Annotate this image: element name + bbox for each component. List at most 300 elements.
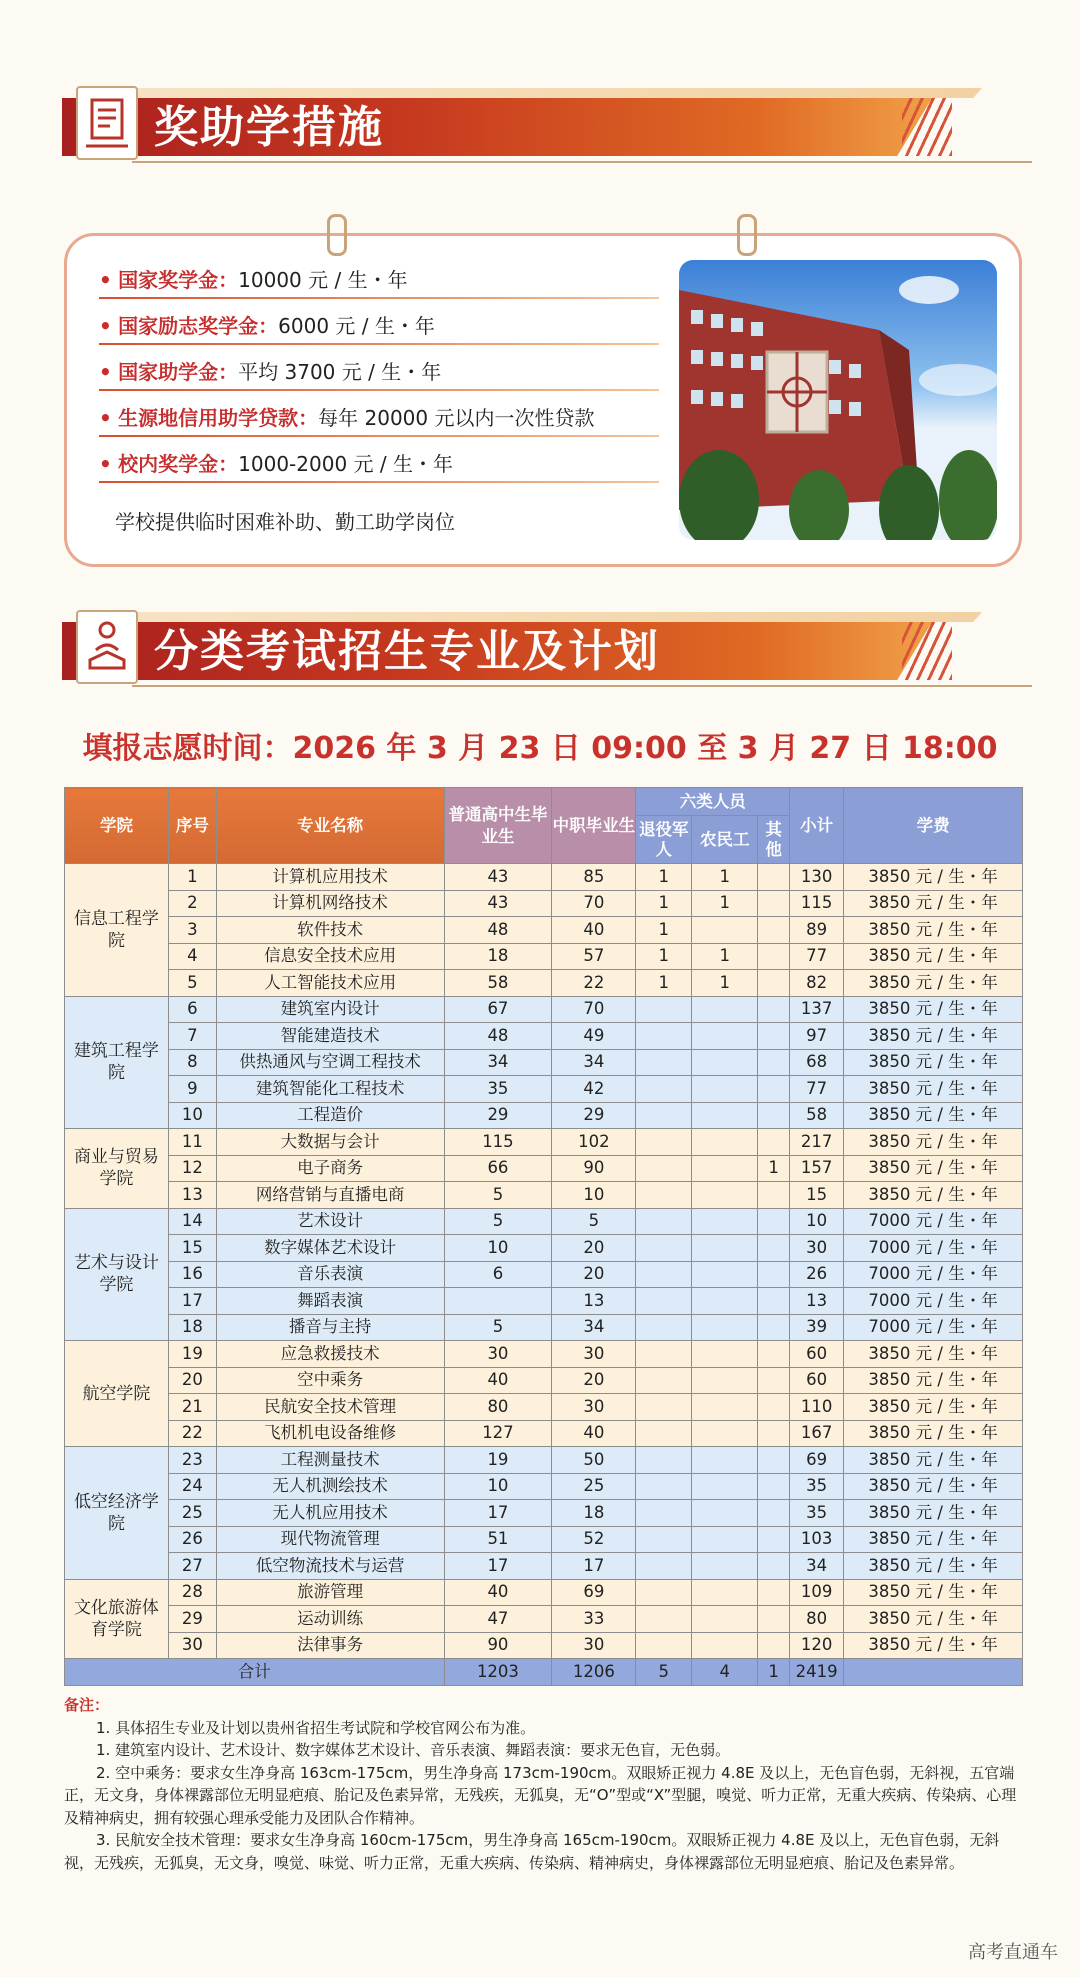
table-row bbox=[65, 1314, 1023, 1341]
fee-cell: 3850 元 / 生・年 bbox=[844, 1076, 1023, 1103]
highschool-cell: 40 bbox=[444, 1579, 552, 1606]
subtotal-cell: 130 bbox=[790, 864, 844, 891]
table-row bbox=[65, 1023, 1023, 1050]
other-cell bbox=[758, 1102, 790, 1129]
fee-cell: 3850 元 / 生・年 bbox=[844, 890, 1023, 917]
vocational-cell: 13 bbox=[552, 1288, 636, 1315]
highschool-cell: 17 bbox=[444, 1500, 552, 1527]
migrant-cell bbox=[692, 1102, 758, 1129]
major-cell: 法律事务 bbox=[216, 1632, 444, 1659]
fee-cell: 3850 元 / 生・年 bbox=[844, 1182, 1023, 1209]
migrant-cell: 1 bbox=[692, 943, 758, 970]
no-cell: 30 bbox=[168, 1632, 216, 1659]
no-cell: 27 bbox=[168, 1553, 216, 1580]
table-row bbox=[65, 1182, 1023, 1209]
total-label: 合计 bbox=[65, 1659, 445, 1686]
highschool-cell: 58 bbox=[444, 970, 552, 997]
fee-cell: 7000 元 / 生・年 bbox=[844, 1314, 1023, 1341]
vocational-cell: 20 bbox=[552, 1261, 636, 1288]
highschool-cell: 18 bbox=[444, 943, 552, 970]
other-cell bbox=[758, 1500, 790, 1527]
subtotal-cell: 35 bbox=[790, 1500, 844, 1527]
table-row bbox=[65, 1341, 1023, 1368]
major-cell: 舞蹈表演 bbox=[216, 1288, 444, 1315]
subtotal-cell: 34 bbox=[790, 1553, 844, 1580]
highschool-cell: 115 bbox=[444, 1129, 552, 1156]
no-cell: 11 bbox=[168, 1129, 216, 1156]
fee-cell: 3850 元 / 生・年 bbox=[844, 1394, 1023, 1421]
subtotal-cell: 157 bbox=[790, 1155, 844, 1182]
major-cell: 供热通风与空调工程技术 bbox=[216, 1049, 444, 1076]
migrant-cell bbox=[692, 1023, 758, 1050]
college-cell: 建筑工程学院 bbox=[65, 996, 169, 1129]
table-row bbox=[65, 1129, 1023, 1156]
veteran-cell bbox=[636, 1023, 692, 1050]
highschool-cell: 51 bbox=[444, 1526, 552, 1553]
fee-cell: 7000 元 / 生・年 bbox=[844, 1288, 1023, 1315]
vocational-cell: 40 bbox=[552, 1420, 636, 1447]
major-cell: 音乐表演 bbox=[216, 1261, 444, 1288]
migrant-cell bbox=[692, 1076, 758, 1103]
vocational-cell: 69 bbox=[552, 1579, 636, 1606]
highschool-cell: 6 bbox=[444, 1261, 552, 1288]
highschool-cell: 5 bbox=[444, 1182, 552, 1209]
migrant-cell bbox=[692, 1394, 758, 1421]
veteran-cell bbox=[636, 1208, 692, 1235]
fee-cell: 3850 元 / 生・年 bbox=[844, 1632, 1023, 1659]
major-cell: 应急救援技术 bbox=[216, 1341, 444, 1368]
migrant-cell bbox=[692, 1182, 758, 1209]
other-cell bbox=[758, 1208, 790, 1235]
migrant-cell bbox=[692, 1235, 758, 1262]
vocational-cell: 40 bbox=[552, 917, 636, 944]
subtotal-cell: 39 bbox=[790, 1314, 844, 1341]
major-cell: 低空物流技术与运营 bbox=[216, 1553, 444, 1580]
subtotal-cell: 80 bbox=[790, 1606, 844, 1633]
fee-cell: 3850 元 / 生・年 bbox=[844, 864, 1023, 891]
vocational-cell: 49 bbox=[552, 1023, 636, 1050]
table-row bbox=[65, 970, 1023, 997]
student-reading-icon bbox=[76, 610, 138, 684]
other-cell bbox=[758, 1632, 790, 1659]
fee-cell: 7000 元 / 生・年 bbox=[844, 1235, 1023, 1262]
migrant-cell bbox=[692, 1473, 758, 1500]
veteran-cell bbox=[636, 1261, 692, 1288]
subtotal-cell: 26 bbox=[790, 1261, 844, 1288]
other-cell bbox=[758, 1473, 790, 1500]
subtotal-cell: 115 bbox=[790, 890, 844, 917]
subtotal-cell: 89 bbox=[790, 917, 844, 944]
veteran-cell bbox=[636, 1341, 692, 1368]
major-cell: 信息安全技术应用 bbox=[216, 943, 444, 970]
other-cell bbox=[758, 1049, 790, 1076]
veteran-cell bbox=[636, 1129, 692, 1156]
veteran-cell bbox=[636, 1473, 692, 1500]
fee-cell: 3850 元 / 生・年 bbox=[844, 943, 1023, 970]
header-highschool: 普通高中生毕业生 bbox=[444, 788, 552, 864]
table-row bbox=[65, 1235, 1023, 1262]
no-cell: 1 bbox=[168, 864, 216, 891]
no-cell: 4 bbox=[168, 943, 216, 970]
vocational-cell: 20 bbox=[552, 1235, 636, 1262]
award-item: • 生源地信用助学贷款：每年 20000 元以内一次性贷款 bbox=[99, 402, 595, 431]
highschool-cell: 17 bbox=[444, 1553, 552, 1580]
veteran-cell bbox=[636, 1553, 692, 1580]
no-cell: 2 bbox=[168, 890, 216, 917]
migrant-cell bbox=[692, 1208, 758, 1235]
no-cell: 14 bbox=[168, 1208, 216, 1235]
table-row bbox=[65, 1632, 1023, 1659]
header-no: 序号 bbox=[168, 788, 216, 864]
college-cell: 商业与贸易学院 bbox=[65, 1129, 169, 1209]
header-fee: 学费 bbox=[844, 788, 1023, 864]
no-cell: 5 bbox=[168, 970, 216, 997]
other-cell bbox=[758, 996, 790, 1023]
certificate-icon bbox=[76, 86, 138, 160]
subtotal-cell: 58 bbox=[790, 1102, 844, 1129]
highschool-cell bbox=[444, 1288, 552, 1315]
header-migrant: 农民工 bbox=[692, 816, 758, 864]
vocational-cell: 90 bbox=[552, 1155, 636, 1182]
other-cell bbox=[758, 1314, 790, 1341]
no-cell: 10 bbox=[168, 1102, 216, 1129]
campus-building-photo bbox=[679, 260, 997, 540]
table-row bbox=[65, 1500, 1023, 1527]
highschool-cell: 67 bbox=[444, 996, 552, 1023]
veteran-cell bbox=[636, 1314, 692, 1341]
table-row bbox=[65, 1526, 1023, 1553]
table-row bbox=[65, 890, 1023, 917]
migrant-cell bbox=[692, 1049, 758, 1076]
header-major: 专业名称 bbox=[216, 788, 444, 864]
college-cell: 艺术与设计学院 bbox=[65, 1208, 169, 1341]
section-title: 奖助学措施 bbox=[154, 102, 384, 153]
table-row bbox=[65, 1606, 1023, 1633]
table-row bbox=[65, 1208, 1023, 1235]
migrant-cell bbox=[692, 1526, 758, 1553]
table-row bbox=[65, 1553, 1023, 1580]
veteran-cell bbox=[636, 1049, 692, 1076]
migrant-cell: 1 bbox=[692, 890, 758, 917]
highschool-cell: 43 bbox=[444, 890, 552, 917]
vocational-cell: 30 bbox=[552, 1341, 636, 1368]
major-cell: 现代物流管理 bbox=[216, 1526, 444, 1553]
major-cell: 工程造价 bbox=[216, 1102, 444, 1129]
table-row bbox=[65, 943, 1023, 970]
veteran-cell: 1 bbox=[636, 943, 692, 970]
other-cell bbox=[758, 1076, 790, 1103]
table-row bbox=[65, 1261, 1023, 1288]
banner-stripes bbox=[902, 98, 952, 156]
subtotal-cell: 97 bbox=[790, 1023, 844, 1050]
migrant-cell bbox=[692, 1420, 758, 1447]
veteran-cell bbox=[636, 1235, 692, 1262]
migrant-cell bbox=[692, 1129, 758, 1156]
highschool-cell: 47 bbox=[444, 1606, 552, 1633]
no-cell: 3 bbox=[168, 917, 216, 944]
fee-cell: 3850 元 / 生・年 bbox=[844, 1367, 1023, 1394]
other-cell bbox=[758, 917, 790, 944]
vocational-cell: 25 bbox=[552, 1473, 636, 1500]
fee-cell: 7000 元 / 生・年 bbox=[844, 1261, 1023, 1288]
notes bbox=[64, 1694, 1024, 1874]
note-line: 1. 建筑室内设计、艺术设计、数字媒体艺术设计、音乐表演、舞蹈表演：要求无色盲，无色弱。 bbox=[96, 1741, 731, 1759]
migrant-cell bbox=[692, 1288, 758, 1315]
migrant-cell: 1 bbox=[692, 970, 758, 997]
no-cell: 18 bbox=[168, 1314, 216, 1341]
subtotal-cell: 69 bbox=[790, 1447, 844, 1474]
table-row bbox=[65, 1367, 1023, 1394]
subtotal-cell: 60 bbox=[790, 1367, 844, 1394]
subtotal-cell: 77 bbox=[790, 1076, 844, 1103]
fee-cell: 3850 元 / 生・年 bbox=[844, 1102, 1023, 1129]
veteran-cell bbox=[636, 1288, 692, 1315]
major-cell: 人工智能技术应用 bbox=[216, 970, 444, 997]
table-row bbox=[65, 1102, 1023, 1129]
subtotal-cell: 103 bbox=[790, 1526, 844, 1553]
other-cell bbox=[758, 1288, 790, 1315]
watermark: 高考直通车 bbox=[968, 1942, 1058, 1963]
veteran-cell bbox=[636, 1526, 692, 1553]
major-cell: 建筑室内设计 bbox=[216, 996, 444, 1023]
college-cell: 文化旅游体育学院 bbox=[65, 1579, 169, 1659]
no-cell: 21 bbox=[168, 1394, 216, 1421]
fee-cell: 3850 元 / 生・年 bbox=[844, 1606, 1023, 1633]
other-cell bbox=[758, 1447, 790, 1474]
total-vocational: 1206 bbox=[552, 1659, 636, 1686]
total-other: 1 bbox=[758, 1659, 790, 1686]
table-row bbox=[65, 864, 1023, 891]
vocational-cell: 70 bbox=[552, 890, 636, 917]
fee-cell: 3850 元 / 生・年 bbox=[844, 1579, 1023, 1606]
header-college: 学院 bbox=[65, 788, 169, 864]
vocational-cell: 18 bbox=[552, 1500, 636, 1527]
table-row bbox=[65, 1447, 1023, 1474]
no-cell: 26 bbox=[168, 1526, 216, 1553]
other-cell bbox=[758, 1182, 790, 1209]
no-cell: 8 bbox=[168, 1049, 216, 1076]
section-banner-awards bbox=[62, 88, 962, 166]
no-cell: 13 bbox=[168, 1182, 216, 1209]
migrant-cell bbox=[692, 1261, 758, 1288]
highschool-cell: 66 bbox=[444, 1155, 552, 1182]
veteran-cell bbox=[636, 1420, 692, 1447]
no-cell: 9 bbox=[168, 1076, 216, 1103]
awards-note: 学校提供临时困难补助、勤工助学岗位 bbox=[115, 510, 455, 534]
migrant-cell bbox=[692, 1553, 758, 1580]
veteran-cell bbox=[636, 1579, 692, 1606]
subtotal-cell: 10 bbox=[790, 1208, 844, 1235]
subtotal-cell: 30 bbox=[790, 1235, 844, 1262]
vocational-cell: 22 bbox=[552, 970, 636, 997]
veteran-cell bbox=[636, 996, 692, 1023]
no-cell: 12 bbox=[168, 1155, 216, 1182]
header-vocational: 中职毕业生 bbox=[552, 788, 636, 864]
fee-cell: 7000 元 / 生・年 bbox=[844, 1208, 1023, 1235]
veteran-cell bbox=[636, 1447, 692, 1474]
section-banner-plan bbox=[62, 612, 962, 690]
no-cell: 19 bbox=[168, 1341, 216, 1368]
major-cell: 软件技术 bbox=[216, 917, 444, 944]
migrant-cell bbox=[692, 1606, 758, 1633]
table-row bbox=[65, 1473, 1023, 1500]
subtotal-cell: 82 bbox=[790, 970, 844, 997]
other-cell bbox=[758, 1394, 790, 1421]
table-row bbox=[65, 1049, 1023, 1076]
major-cell: 数字媒体艺术设计 bbox=[216, 1235, 444, 1262]
major-cell: 无人机测绘技术 bbox=[216, 1473, 444, 1500]
vocational-cell: 33 bbox=[552, 1606, 636, 1633]
major-cell: 飞机机电设备维修 bbox=[216, 1420, 444, 1447]
no-cell: 28 bbox=[168, 1579, 216, 1606]
major-cell: 民航安全技术管理 bbox=[216, 1394, 444, 1421]
highschool-cell: 127 bbox=[444, 1420, 552, 1447]
no-cell: 7 bbox=[168, 1023, 216, 1050]
fee-cell: 3850 元 / 生・年 bbox=[844, 1553, 1023, 1580]
table-row bbox=[65, 1288, 1023, 1315]
other-cell bbox=[758, 1235, 790, 1262]
fee-cell: 3850 元 / 生・年 bbox=[844, 917, 1023, 944]
fee-cell: 3850 元 / 生・年 bbox=[844, 996, 1023, 1023]
vocational-cell: 34 bbox=[552, 1049, 636, 1076]
other-cell: 1 bbox=[758, 1155, 790, 1182]
major-cell: 播音与主持 bbox=[216, 1314, 444, 1341]
highschool-cell: 40 bbox=[444, 1367, 552, 1394]
awards-card bbox=[64, 233, 1022, 567]
notes-heading: 备注： bbox=[64, 1696, 110, 1714]
college-cell: 信息工程学院 bbox=[65, 864, 169, 997]
fee-cell: 3850 元 / 生・年 bbox=[844, 1023, 1023, 1050]
banner-underline bbox=[132, 161, 1032, 163]
award-item: • 国家奖学金：10000 元 / 生・年 bbox=[99, 264, 408, 293]
veteran-cell bbox=[636, 1367, 692, 1394]
award-item: • 国家助学金：平均 3700 元 / 生・年 bbox=[99, 356, 441, 385]
migrant-cell bbox=[692, 1632, 758, 1659]
table-row bbox=[65, 1420, 1023, 1447]
migrant-cell bbox=[692, 1155, 758, 1182]
fee-cell: 3850 元 / 生・年 bbox=[844, 1526, 1023, 1553]
subtotal-cell: 120 bbox=[790, 1632, 844, 1659]
migrant-cell bbox=[692, 1341, 758, 1368]
highschool-cell: 90 bbox=[444, 1632, 552, 1659]
vocational-cell: 30 bbox=[552, 1394, 636, 1421]
other-cell bbox=[758, 1553, 790, 1580]
veteran-cell bbox=[636, 1500, 692, 1527]
award-item: • 校内奖学金：1000-2000 元 / 生・年 bbox=[99, 448, 453, 477]
paperclip-icon bbox=[737, 214, 757, 256]
total-highschool: 1203 bbox=[444, 1659, 552, 1686]
highschool-cell: 48 bbox=[444, 1023, 552, 1050]
subtotal-cell: 68 bbox=[790, 1049, 844, 1076]
vocational-cell: 85 bbox=[552, 864, 636, 891]
veteran-cell bbox=[636, 1182, 692, 1209]
subtotal-cell: 60 bbox=[790, 1341, 844, 1368]
no-cell: 15 bbox=[168, 1235, 216, 1262]
fee-cell: 3850 元 / 生・年 bbox=[844, 1420, 1023, 1447]
other-cell bbox=[758, 1579, 790, 1606]
veteran-cell: 1 bbox=[636, 917, 692, 944]
table-body bbox=[65, 864, 1023, 1686]
other-cell bbox=[758, 1420, 790, 1447]
major-cell: 艺术设计 bbox=[216, 1208, 444, 1235]
fee-cell: 3850 元 / 生・年 bbox=[844, 1447, 1023, 1474]
no-cell: 16 bbox=[168, 1261, 216, 1288]
other-cell bbox=[758, 943, 790, 970]
vocational-cell: 29 bbox=[552, 1102, 636, 1129]
other-cell bbox=[758, 1526, 790, 1553]
highschool-cell: 5 bbox=[444, 1314, 552, 1341]
table-row bbox=[65, 1394, 1023, 1421]
table-row bbox=[65, 917, 1023, 944]
highschool-cell: 35 bbox=[444, 1076, 552, 1103]
major-cell: 工程测量技术 bbox=[216, 1447, 444, 1474]
vocational-cell: 102 bbox=[552, 1129, 636, 1156]
vocational-cell: 17 bbox=[552, 1553, 636, 1580]
highschool-cell: 80 bbox=[444, 1394, 552, 1421]
veteran-cell bbox=[636, 1102, 692, 1129]
total-subtotal: 2419 bbox=[790, 1659, 844, 1686]
header-other: 其他 bbox=[758, 816, 790, 864]
subtotal-cell: 13 bbox=[790, 1288, 844, 1315]
major-cell: 网络营销与直播电商 bbox=[216, 1182, 444, 1209]
college-cell: 低空经济学院 bbox=[65, 1447, 169, 1580]
banner-shadow bbox=[102, 88, 982, 98]
other-cell bbox=[758, 890, 790, 917]
vocational-cell: 57 bbox=[552, 943, 636, 970]
no-cell: 17 bbox=[168, 1288, 216, 1315]
vocational-cell: 50 bbox=[552, 1447, 636, 1474]
major-cell: 计算机应用技术 bbox=[216, 864, 444, 891]
fee-cell: 3850 元 / 生・年 bbox=[844, 1129, 1023, 1156]
table-row bbox=[65, 996, 1023, 1023]
note-line: 3. 民航安全技术管理：要求女生净身高 160cm-175cm，男生净身高 165cm-190cm。双眼矫正视力 4.8E 及以上，无色盲色弱，无斜视，无残疾，无狐臭，无文身，嗅觉、味觉、听力正常，无重大疾病、传染病、精神病史，身体裸露部位无明显疤痕、胎记及色素异常。 bbox=[64, 1831, 1000, 1872]
application-time: 填报志愿时间：2026 年 3 月 23 日 09:00 至 3 月 27 日 18:00 bbox=[82, 731, 998, 766]
table-row bbox=[65, 1155, 1023, 1182]
note-line: 1. 具体招生专业及计划以贵州省招生考试院和学校官网公布为准。 bbox=[96, 1718, 536, 1737]
no-cell: 22 bbox=[168, 1420, 216, 1447]
vocational-cell: 42 bbox=[552, 1076, 636, 1103]
veteran-cell: 1 bbox=[636, 864, 692, 891]
migrant-cell bbox=[692, 1579, 758, 1606]
fee-cell: 3850 元 / 生・年 bbox=[844, 1500, 1023, 1527]
other-cell bbox=[758, 1341, 790, 1368]
vocational-cell: 34 bbox=[552, 1314, 636, 1341]
migrant-cell bbox=[692, 996, 758, 1023]
highschool-cell: 30 bbox=[444, 1341, 552, 1368]
vocational-cell: 52 bbox=[552, 1526, 636, 1553]
vocational-cell: 30 bbox=[552, 1632, 636, 1659]
highschool-cell: 34 bbox=[444, 1049, 552, 1076]
major-cell: 智能建造技术 bbox=[216, 1023, 444, 1050]
vocational-cell: 10 bbox=[552, 1182, 636, 1209]
other-cell bbox=[758, 1606, 790, 1633]
highschool-cell: 10 bbox=[444, 1235, 552, 1262]
highschool-cell: 10 bbox=[444, 1473, 552, 1500]
subtotal-cell: 15 bbox=[790, 1182, 844, 1209]
subtotal-cell: 110 bbox=[790, 1394, 844, 1421]
other-cell bbox=[758, 864, 790, 891]
section-title: 分类考试招生专业及计划 bbox=[154, 626, 660, 677]
highschool-cell: 5 bbox=[444, 1208, 552, 1235]
header-veteran: 退役军人 bbox=[636, 816, 692, 864]
total-veteran: 5 bbox=[636, 1659, 692, 1686]
major-cell: 空中乘务 bbox=[216, 1367, 444, 1394]
major-cell: 旅游管理 bbox=[216, 1579, 444, 1606]
header-six-categories: 六类人员 bbox=[636, 788, 790, 816]
no-cell: 6 bbox=[168, 996, 216, 1023]
fee-cell: 3850 元 / 生・年 bbox=[844, 1049, 1023, 1076]
other-cell bbox=[758, 1261, 790, 1288]
